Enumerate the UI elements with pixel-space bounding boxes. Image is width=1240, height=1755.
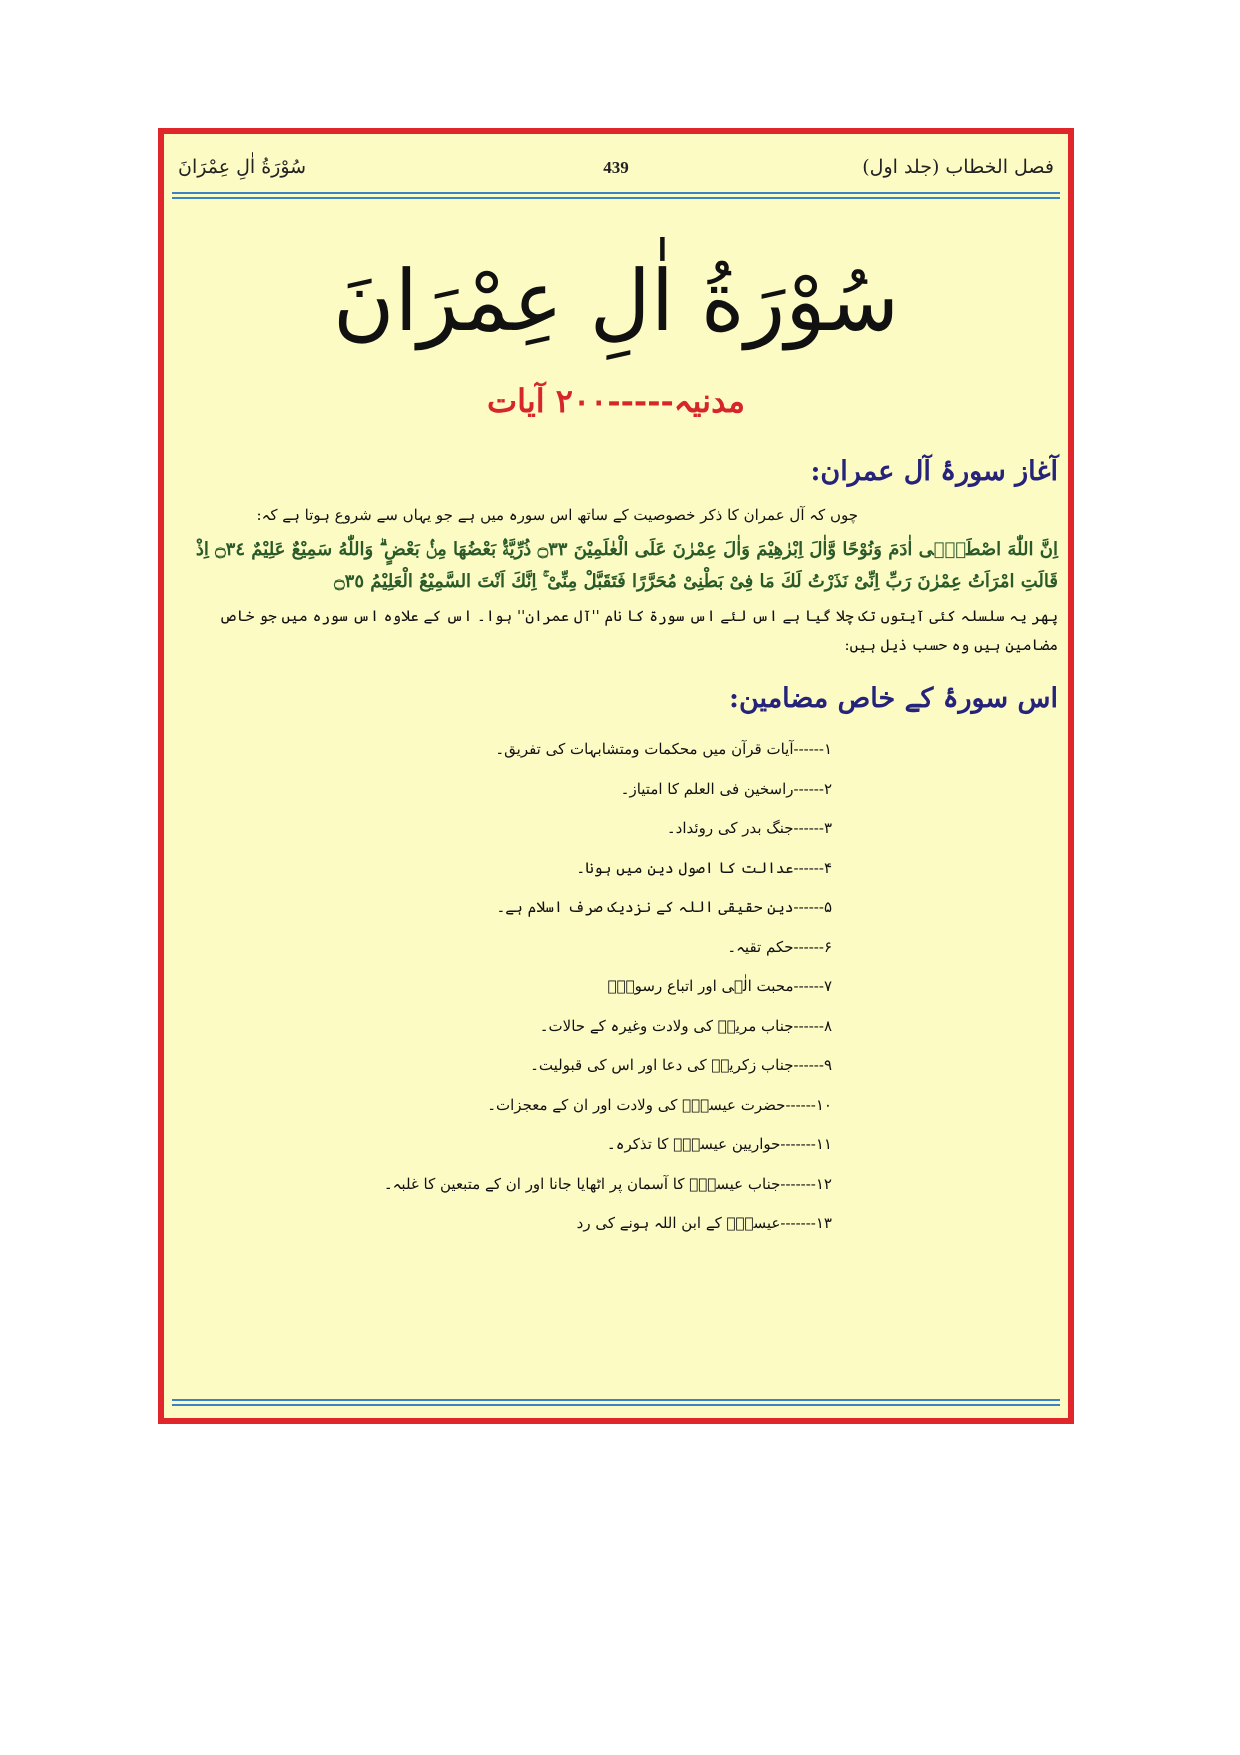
section-heading-topics: اس سورۂ کے خاص مضامین:: [729, 683, 1058, 715]
list-item: ۱۳-------عیسیٰؑ کے ابن اللہ ہونے کی رد: [576, 1214, 832, 1233]
list-item: ۶------حکم تقیہ۔: [727, 937, 832, 956]
book-title: فصل الخطاب (جلد اول): [862, 156, 1054, 178]
list-item: ۵------دین حقیقی اللہ کے نزدیک صرف اسلام ہے۔: [496, 898, 832, 917]
list-item: ۲------راسخین فی العلم کا امتیاز۔: [620, 779, 832, 798]
continuation-paragraph: پھر یہ سلسلہ کئی آیتوں تک چلا گیا ہے اس لئے اس سورۃ کا نام ''آل عمران'' ہوا۔ اس کے علاوہ اس سورہ میں جو خاص مضامین ہیں وہ حسب ذیل ہیں:: [219, 607, 1058, 654]
list-item: ۸------جناب مریمؑ کی ولادت وغیرہ کے حالات۔: [539, 1016, 832, 1035]
list-item: ۴------عدالت کا اصول دین میں ہونا۔: [576, 858, 832, 877]
topics-list: [174, 730, 1058, 1244]
list-item: ۱------آیات قرآن میں محکمات ومتشابہات کی تفریق۔: [495, 740, 832, 759]
list-item: ۱۰------حضرت عیسیٰؑ کی ولادت اور ان کے معجزات۔: [487, 1095, 832, 1114]
intro-paragraph: چوں کہ آل عمران کا ذکر خصوصیت کے ساتھ اس سورہ میں ہے جو یہاں سے شروع ہوتا ہے کہ:: [256, 506, 858, 525]
page-header: [164, 134, 1068, 196]
list-item: ۹------جناب زکریاؑ کی دعا اور اس کی قبولیت۔: [530, 1056, 832, 1075]
surah-subtitle: مدنیہ-----۲۰۰ آیات: [486, 382, 746, 420]
footer-divider: [172, 1399, 1060, 1406]
header-surah-title: سُوْرَةُ اٰلِ عِمْرَانَ: [178, 156, 307, 178]
page-number: 439: [603, 158, 629, 177]
surah-title: سُوْرَةُ اٰلِ عِمْرَانَ: [332, 252, 900, 350]
list-item: ۷------محبت الٰہی اور اتباع رسولؐ۔: [607, 977, 832, 996]
main-content: [174, 454, 1058, 1244]
quran-verse: اِنَّ اللّٰهَ اصْطَفٰۤى اٰدَمَ وَنُوْحًا وَّاٰلَ اِبْرٰهِيْمَ وَاٰلَ عِمْرٰنَ عَلَى الْعٰلَمِيْنَ ۝٣٣ ذُرِّيَّةًۢ بَعْضُهَا مِنْۢ بَعْضٍ ۗ وَاللّٰهُ سَمِيْعٌ عَلِيْمٌ ۝٣٤ اِذْ قَالَتِ امْرَاَتُ عِمْرٰنَ رَبِّ اِنِّىْ نَذَرْتُ لَكَ مَا فِىْ بَطْنِىْ مُحَرَّرًا فَتَقَبَّلْ مِنِّىْ ۚ اِنَّكَ اَنْتَ السَّمِيْعُ الْعَلِيْمُ ۝٣٥: [195, 538, 1058, 592]
list-item: ۳------جنگ بدر کی روئداد۔: [666, 819, 832, 838]
list-item: ۱۱-------حواریین عیسیٰؑ کا تذکرہ۔: [606, 1135, 832, 1154]
page-frame: [158, 128, 1074, 1424]
section-heading-intro: آغاز سورۂ آل عمران:: [810, 456, 1058, 487]
list-item: ۱۲-------جناب عیسیٰؑ کا آسمان پر اٹھایا جانا اور ان کے متبعین کا غلبہ۔: [383, 1174, 832, 1193]
header-divider: [172, 192, 1060, 199]
